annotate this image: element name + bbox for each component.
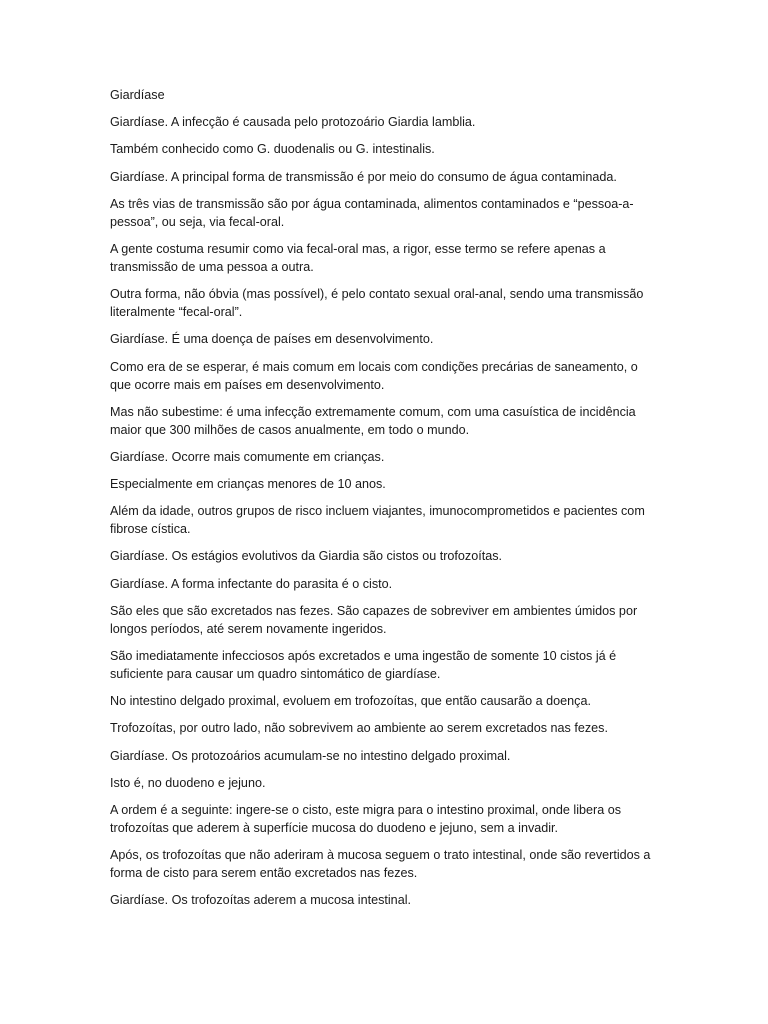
paragraph: São eles que são excretados nas fezes. São capazes de sobreviver em ambientes úmidos por longos períodos, até serem novamente ingeridos. [110, 603, 638, 636]
paragraph: As três vias de transmissão são por água contaminada, alimentos contaminados e “pessoa-a-pessoa”, ou seja, via fecal-oral. [110, 196, 634, 229]
paragraph: Além da idade, outros grupos de risco incluem viajantes, imunocomprometidos e pacientes com fibrose cística. [110, 504, 645, 537]
paragraph: Giardíase. A principal forma de transmissão é por meio do consumo de água contaminada. [110, 169, 617, 184]
paragraph: Giardíase. A infecção é causada pelo protozoário Giardia lamblia. [110, 115, 476, 130]
paragraph: Isto é, no duodeno e jejuno. [110, 775, 266, 790]
paragraph: Giardíase. Os estágios evolutivos da Giardia são cistos ou trofozoítas. [110, 549, 502, 564]
paragraph: A ordem é a seguinte: ingere-se o cisto, este migra para o intestino proximal, onde libera os trofozoítas que aderem à superfície mucosa do duodeno e jejuno, sem a invadir. [110, 802, 622, 835]
paragraph: Especialmente em crianças menores de 10 anos. [110, 477, 386, 492]
document-title: Giardíase [110, 88, 165, 102]
paragraph: São imediatamente infecciosos após excretados e uma ingestão de somente 10 cistos já é suficiente para causar um quadro sintomático de giardíase. [110, 649, 617, 681]
paragraph: Também conhecido como G. duodenalis ou G. intestinalis. [110, 142, 435, 157]
paragraph: Após, os trofozoítas que não aderiram à mucosa seguem o trato intestinal, onde são revertidos a forma de cisto para serem então excretados nas fezes. [110, 848, 651, 881]
paragraph: Giardíase. Ocorre mais comumente em crianças. [110, 449, 385, 464]
paragraph: Giardíase. Os protozoários acumulam-se no intestino delgado proximal. [110, 748, 511, 763]
paragraph: A gente costuma resumir como via fecal-oral mas, a rigor, esse termo se refere apenas a transmissão de uma pessoa a outra. [110, 241, 606, 274]
paragraph: Giardíase. Os trofozoítas aderem a mucosa intestinal. [110, 893, 411, 908]
document-body [110, 86, 658, 919]
paragraph: Giardíase. É uma doença de países em desenvolvimento. [110, 332, 434, 347]
paragraph: Trofozoítas, por outro lado, não sobrevivem ao ambiente ao serem excretados nas fezes. [110, 721, 608, 736]
paragraph: Mas não subestime: é uma infecção extremamente comum, com uma casuística de incidência maior que 300 milhões de casos anualmente, em todo o mundo. [110, 404, 636, 437]
paragraph: Como era de se esperar, é mais comum em locais com condições precárias de saneamento, o que ocorre mais em países em desenvolvimento. [110, 359, 638, 392]
paragraph: No intestino delgado proximal, evoluem em trofozoítas, que então causarão a doença. [110, 694, 591, 709]
paragraph: Giardíase. A forma infectante do parasita é o cisto. [110, 576, 393, 591]
paragraph: Outra forma, não óbvia (mas possível), é pelo contato sexual oral-anal, sendo uma transmissão literalmente “fecal-oral”. [110, 287, 644, 320]
